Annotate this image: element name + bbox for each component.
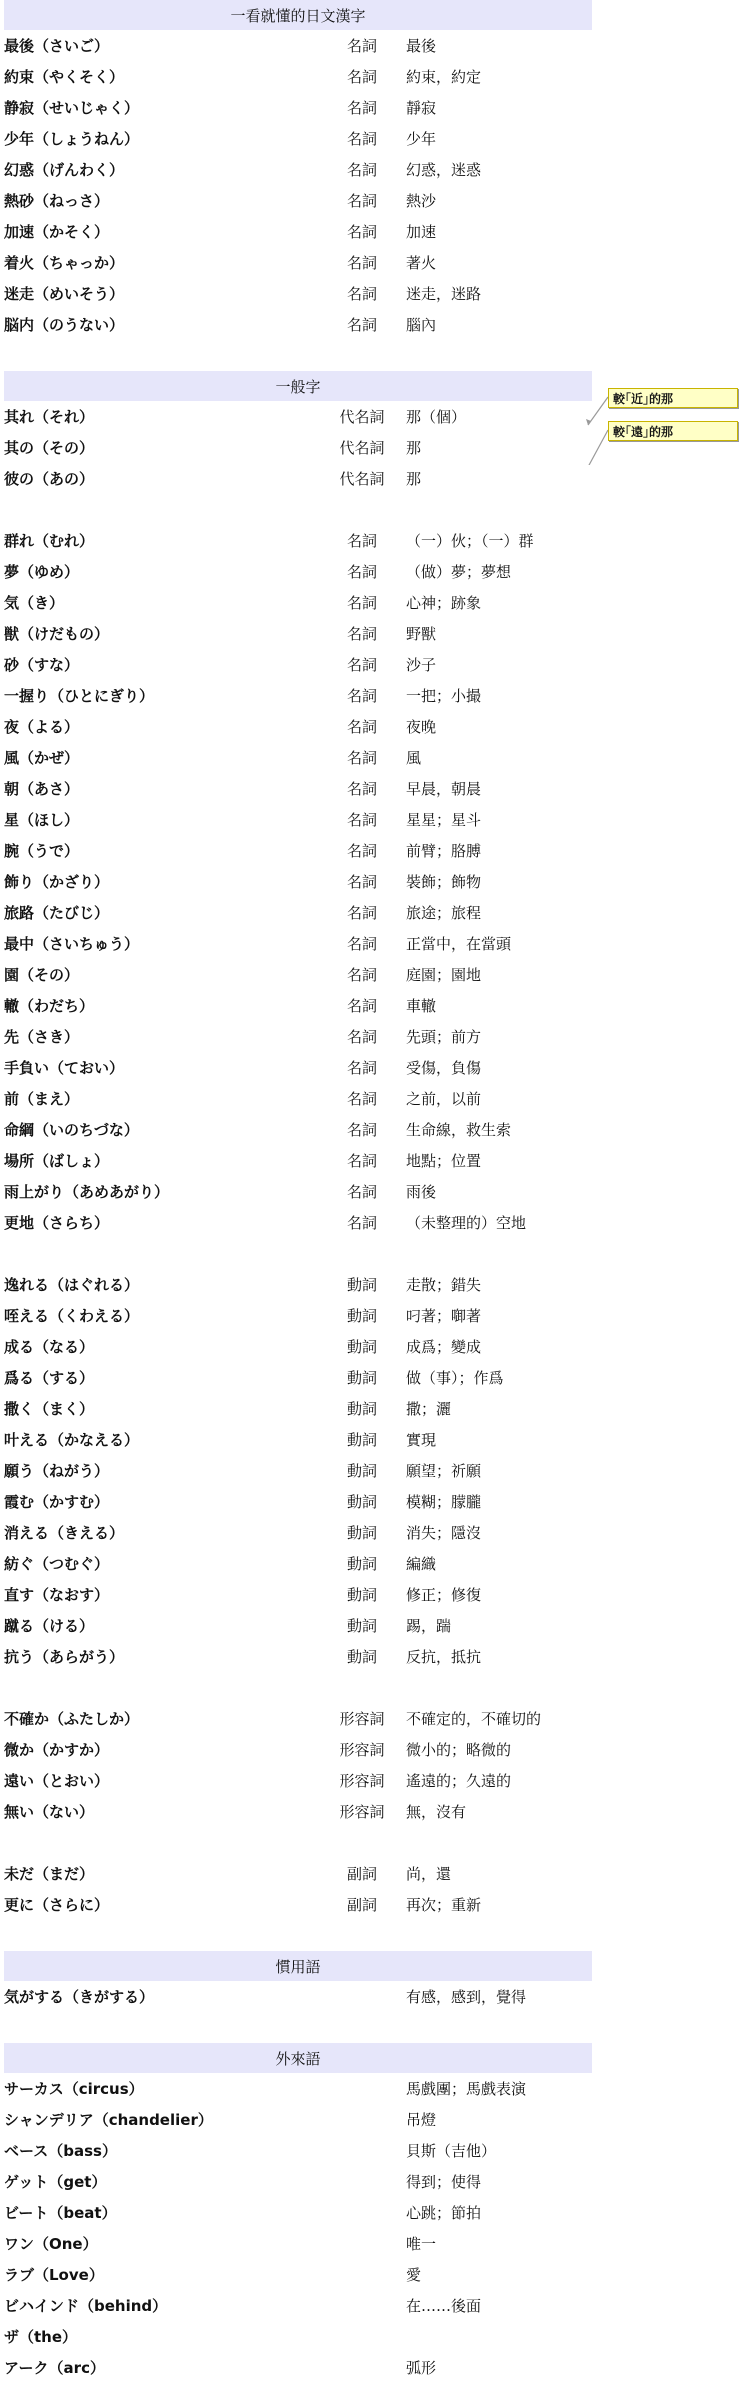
vocab-meaning: 夜晚	[406, 718, 437, 736]
group-spacer	[0, 1672, 740, 1703]
group-spacer	[0, 1238, 740, 1269]
vocab-word: 其れ（それ）	[4, 408, 95, 426]
vocab-word: 迷走（めいそう）	[4, 285, 125, 303]
vocab-word: 一握り（ひとにぎり）	[4, 687, 155, 705]
vocab-row	[0, 1889, 740, 1920]
vocab-row	[0, 1269, 740, 1300]
vocab-meaning: 踢，踹	[406, 1617, 452, 1635]
vocab-row	[0, 463, 740, 494]
vocab-meaning: 加速	[406, 223, 437, 241]
vocab-meaning: 唯一	[406, 2235, 437, 2253]
vocab-meaning: 消失；隱沒	[406, 1524, 482, 1542]
group-spacer	[0, 1827, 740, 1858]
section-header: 慣用語	[4, 1951, 592, 1981]
vocab-meaning: 再次；重新	[406, 1896, 482, 1914]
vocab-row	[0, 711, 740, 742]
vocab-word: 其の（その）	[4, 439, 95, 457]
vocab-part-of-speech: 名詞	[346, 130, 377, 148]
vocab-row	[0, 773, 740, 804]
vocab-word: 前（まえ）	[4, 1090, 80, 1108]
vocab-meaning: 風	[406, 749, 422, 767]
note-near: 較｢近｣的那	[608, 388, 738, 408]
vocab-row	[0, 990, 740, 1021]
vocab-row	[0, 1703, 740, 1734]
vocab-word: ザ（the）	[4, 2328, 78, 2346]
vocab-meaning: 最後	[406, 37, 437, 55]
vocab-word: 轍（わだち）	[4, 997, 95, 1015]
vocab-word: 更地（さらち）	[4, 1214, 110, 1232]
vocab-meaning: 在……後面	[406, 2297, 482, 2315]
vocab-word: 紡ぐ（つむぐ）	[4, 1555, 110, 1573]
vocab-part-of-speech: 名詞	[346, 1121, 377, 1139]
vocab-part-of-speech: 名詞	[346, 873, 377, 891]
vocab-part-of-speech: 名詞	[346, 966, 377, 984]
vocab-part-of-speech: 名詞	[346, 254, 377, 272]
vocab-meaning: 修正；修復	[406, 1586, 482, 1604]
vocab-meaning: 實現	[406, 1431, 437, 1449]
vocab-row	[0, 1486, 740, 1517]
vocab-part-of-speech: 代名詞	[339, 439, 385, 457]
vocab-word: 気（き）	[4, 594, 65, 612]
vocab-word: 気がする（きがする）	[4, 1988, 155, 2006]
vocab-word: 命綱（いのちづな）	[4, 1121, 139, 1139]
vocab-row	[0, 2104, 740, 2135]
vocab-word: サーカス（circus）	[4, 2080, 144, 2098]
vocab-part-of-speech: 名詞	[346, 99, 377, 117]
vocab-row	[0, 185, 740, 216]
vocab-row	[0, 618, 740, 649]
vocab-part-of-speech: 代名詞	[339, 408, 385, 426]
vocab-word: ラブ（Love）	[4, 2266, 104, 2284]
vocab-meaning: 那	[406, 439, 422, 457]
vocab-meaning: 地點；位置	[406, 1152, 482, 1170]
vocab-meaning: 前臂；胳膊	[406, 842, 482, 860]
vocab-meaning: 無，沒有	[406, 1803, 467, 1821]
vocab-meaning: 裝飾；飾物	[406, 873, 482, 891]
vocab-row	[0, 1021, 740, 1052]
section-header: 一般字	[4, 371, 592, 401]
vocab-word: 旅路（たびじ）	[4, 904, 110, 922]
section	[0, 340, 740, 1920]
vocab-row	[0, 123, 740, 154]
vocab-row	[0, 247, 740, 278]
vocab-row	[0, 309, 740, 340]
vocab-word: 無い（ない）	[4, 1803, 95, 1821]
vocab-meaning: 那（個）	[406, 408, 467, 426]
vocab-meaning: 模糊；朦朧	[406, 1493, 482, 1511]
vocab-row	[0, 278, 740, 309]
vocab-word: ベース（bass）	[4, 2142, 117, 2160]
vocab-part-of-speech: 動詞	[346, 1276, 377, 1294]
vocab-meaning: 尚，還	[406, 1865, 452, 1883]
vocab-row	[0, 1114, 740, 1145]
vocab-part-of-speech: 動詞	[346, 1586, 377, 1604]
vocab-part-of-speech: 名詞	[346, 935, 377, 953]
vocab-word: ビート（beat）	[4, 2204, 117, 2222]
vocab-row	[0, 1362, 740, 1393]
vocab-row	[0, 1734, 740, 1765]
vocab-word: ビハインド（behind）	[4, 2297, 168, 2315]
vocab-word: 朝（あさ）	[4, 780, 80, 798]
vocab-row	[0, 556, 740, 587]
vocab-word: 夜（よる）	[4, 718, 80, 736]
vocab-part-of-speech: 動詞	[346, 1555, 377, 1573]
vocab-part-of-speech: 名詞	[346, 904, 377, 922]
vocab-word: 夢（ゆめ）	[4, 563, 80, 581]
vocab-row	[0, 587, 740, 618]
vocab-word: 少年（しょうねん）	[4, 130, 140, 148]
vocab-part-of-speech: 名詞	[346, 656, 377, 674]
vocab-row	[0, 1796, 740, 1827]
vocab-part-of-speech: 名詞	[346, 161, 377, 179]
vocab-row	[0, 1548, 740, 1579]
vocab-row	[0, 1207, 740, 1238]
vocab-meaning: 星星；星斗	[406, 811, 482, 829]
vocab-part-of-speech: 名詞	[346, 811, 377, 829]
vocab-meaning: （未整理的）空地	[406, 1214, 527, 1232]
vocab-meaning: 編織	[406, 1555, 437, 1573]
vocab-row	[0, 2352, 740, 2383]
vocab-word: 熱砂（ねっさ）	[4, 192, 110, 210]
vocab-meaning: 雨後	[406, 1183, 437, 1201]
vocab-word: 加速（かそく）	[4, 223, 110, 241]
vocab-part-of-speech: 動詞	[346, 1462, 377, 1480]
vocab-meaning: 生命線，救生索	[406, 1121, 512, 1139]
vocab-word: 場所（ばしょ）	[4, 1152, 110, 1170]
vocab-word: 成る（なる）	[4, 1338, 95, 1356]
vocab-word: 抗う（あらがう）	[4, 1648, 125, 1666]
vocab-word: 霞む（かすむ）	[4, 1493, 110, 1511]
vocab-part-of-speech: 名詞	[346, 285, 377, 303]
section-header: 外來語	[4, 2043, 592, 2073]
vocab-row	[0, 2197, 740, 2228]
vocab-meaning: 弧形	[406, 2359, 437, 2377]
vocab-meaning: 早晨，朝晨	[406, 780, 482, 798]
vocab-word: 叶える（かなえる）	[4, 1431, 140, 1449]
vocab-meaning: 腦內	[406, 316, 437, 334]
vocab-word: 飾り（かざり）	[4, 873, 110, 891]
vocab-meaning: 心神；跡象	[406, 594, 482, 612]
group-spacer	[0, 494, 740, 525]
vocab-meaning: 願望；祈願	[406, 1462, 482, 1480]
vocab-word: ワン（One）	[4, 2235, 98, 2253]
vocab-word: 彼の（あの）	[4, 470, 95, 488]
vocab-word: アーク（arc）	[4, 2359, 105, 2377]
vocab-row	[0, 835, 740, 866]
vocab-meaning: 幻惑，迷惑	[406, 161, 482, 179]
vocab-word: 静寂（せいじゃく）	[4, 99, 140, 117]
vocab-row	[0, 1052, 740, 1083]
vocab-word: ゲット（get）	[4, 2173, 107, 2191]
vocab-word: 最後（さいご）	[4, 37, 110, 55]
vocab-meaning: 那	[406, 470, 422, 488]
vocab-row	[0, 1145, 740, 1176]
vocab-row	[0, 1517, 740, 1548]
vocab-word: 約束（やくそく）	[4, 68, 125, 86]
vocab-row	[0, 1300, 740, 1331]
vocab-part-of-speech: 名詞	[346, 192, 377, 210]
vocab-word: 蹴る（ける）	[4, 1617, 95, 1635]
vocab-part-of-speech: 動詞	[346, 1369, 377, 1387]
vocab-part-of-speech: 動詞	[346, 1400, 377, 1418]
vocab-meaning: 旅途；旅程	[406, 904, 482, 922]
section	[0, 1920, 740, 2012]
vocab-word: 着火（ちゃっか）	[4, 254, 125, 272]
vocab-word: 撒く（まく）	[4, 1400, 95, 1418]
vocab-row	[0, 2290, 740, 2321]
vocab-row	[0, 649, 740, 680]
vocab-part-of-speech: 形容詞	[339, 1741, 385, 1759]
section-spacer	[0, 1920, 740, 1951]
vocab-meaning: 做（事）；作爲	[406, 1369, 504, 1387]
vocab-part-of-speech: 動詞	[346, 1338, 377, 1356]
vocab-row	[0, 2228, 740, 2259]
vocab-row	[0, 1455, 740, 1486]
vocab-row	[0, 1610, 740, 1641]
vocab-part-of-speech: 動詞	[346, 1648, 377, 1666]
vocab-word: 砂（すな）	[4, 656, 80, 674]
vocab-word: 最中（さいちゅう）	[4, 935, 140, 953]
vocab-part-of-speech: 名詞	[346, 997, 377, 1015]
vocab-meaning: 約束，約定	[406, 68, 482, 86]
vocab-meaning: 熱沙	[406, 192, 437, 210]
vocab-row	[0, 1641, 740, 1672]
vocab-row	[0, 61, 740, 92]
vocab-row	[0, 92, 740, 123]
vocab-row	[0, 2321, 740, 2352]
vocab-row	[0, 866, 740, 897]
vocab-word: 風（かぜ）	[4, 749, 80, 767]
vocab-meaning: 馬戲團；馬戲表演	[406, 2080, 527, 2098]
vocab-word: 園（その）	[4, 966, 80, 984]
vocab-word: 不確か（ふたしか）	[4, 1710, 140, 1728]
vocab-part-of-speech: 代名詞	[339, 470, 385, 488]
comment-notes	[580, 385, 740, 465]
vocab-word: シャンデリア（chandelier）	[4, 2111, 213, 2129]
section-header: 一看就懂的日文漢字	[4, 0, 592, 30]
vocab-part-of-speech: 動詞	[346, 1431, 377, 1449]
vocab-part-of-speech: 名詞	[346, 842, 377, 860]
vocab-meaning: 微小的；略微的	[406, 1741, 512, 1759]
vocab-part-of-speech: 名詞	[346, 532, 377, 550]
vocab-meaning: 吊燈	[406, 2111, 437, 2129]
vocab-word: 遠い（とおい）	[4, 1772, 110, 1790]
vocab-word: 先（さき）	[4, 1028, 80, 1046]
vocab-part-of-speech: 名詞	[346, 37, 377, 55]
vocab-part-of-speech: 名詞	[346, 718, 377, 736]
vocab-row	[0, 525, 740, 556]
vocab-meaning: 先頭；前方	[406, 1028, 482, 1046]
vocab-word: 消える（きえる）	[4, 1524, 125, 1542]
vocab-word: 爲る（する）	[4, 1369, 95, 1387]
vocab-row	[0, 2166, 740, 2197]
vocab-row	[0, 154, 740, 185]
vocab-part-of-speech: 名詞	[346, 1090, 377, 1108]
vocab-row	[0, 2073, 740, 2104]
vocab-meaning: （做）夢；夢想	[406, 563, 512, 581]
vocab-row	[0, 1176, 740, 1207]
vocab-part-of-speech: 形容詞	[339, 1772, 385, 1790]
vocab-row	[0, 680, 740, 711]
vocab-meaning: 貝斯（吉他）	[406, 2142, 497, 2160]
vocab-row	[0, 804, 740, 835]
vocab-word: 咥える（くわえる）	[4, 1307, 140, 1325]
vocab-word: 未だ（まだ）	[4, 1865, 95, 1883]
vocab-row	[0, 216, 740, 247]
section-spacer	[0, 340, 740, 371]
section	[0, 0, 740, 340]
vocab-row	[0, 2135, 740, 2166]
vocab-row	[0, 1424, 740, 1455]
vocab-meaning: 反抗，抵抗	[406, 1648, 482, 1666]
vocab-word: 獣（けだもの）	[4, 625, 110, 643]
vocab-part-of-speech: 副詞	[346, 1865, 377, 1883]
vocab-meaning: 迷走，迷路	[406, 285, 482, 303]
vocab-meaning: 庭園；園地	[406, 966, 482, 984]
vocab-row	[0, 30, 740, 61]
vocab-meaning: 靜寂	[406, 99, 437, 117]
vocab-meaning: 遙遠的；久遠的	[406, 1772, 512, 1790]
vocab-row	[0, 2259, 740, 2290]
vocab-word: 更に（さらに）	[4, 1896, 110, 1914]
vocab-part-of-speech: 名詞	[346, 1214, 377, 1232]
vocab-part-of-speech: 名詞	[346, 1183, 377, 1201]
vocab-word: 星（ほし）	[4, 811, 80, 829]
vocab-meaning: 走散；錯失	[406, 1276, 482, 1294]
vocab-part-of-speech: 動詞	[346, 1617, 377, 1635]
vocab-meaning: 之前，以前	[406, 1090, 482, 1108]
vocab-part-of-speech: 形容詞	[339, 1710, 385, 1728]
vocab-row	[0, 1083, 740, 1114]
vocab-part-of-speech: 名詞	[346, 594, 377, 612]
vocab-word: 幻惑（げんわく）	[4, 161, 125, 179]
vocab-word: 腕（うで）	[4, 842, 80, 860]
vocab-meaning: 不確定的，不確切的	[406, 1710, 542, 1728]
vocab-part-of-speech: 名詞	[346, 1152, 377, 1170]
vocab-meaning: 叼著；啣著	[406, 1307, 482, 1325]
vocab-part-of-speech: 名詞	[346, 316, 377, 334]
section	[0, 2012, 740, 2383]
vocab-part-of-speech: 名詞	[346, 625, 377, 643]
vocab-row	[0, 742, 740, 773]
vocab-part-of-speech: 名詞	[346, 68, 377, 86]
vocab-part-of-speech: 名詞	[346, 780, 377, 798]
vocab-meaning: 受傷，負傷	[406, 1059, 482, 1077]
vocab-word: 直す（なおす）	[4, 1586, 110, 1604]
vocab-part-of-speech: 名詞	[346, 1059, 377, 1077]
vocab-row	[0, 1765, 740, 1796]
vocab-word: 雨上がり（あめあがり）	[4, 1183, 170, 1201]
vocab-meaning: 車轍	[406, 997, 437, 1015]
vocab-row	[0, 928, 740, 959]
vocab-word: 微か（かすか）	[4, 1741, 110, 1759]
vocab-part-of-speech: 形容詞	[339, 1803, 385, 1821]
vocab-meaning: 一把；小撮	[406, 687, 482, 705]
note-far: 較｢遠｣的那	[608, 421, 738, 441]
vocab-meaning: 野獸	[406, 625, 437, 643]
vocab-part-of-speech: 副詞	[346, 1896, 377, 1914]
vocab-meaning: 心跳；節拍	[406, 2204, 482, 2222]
vocab-row	[0, 1393, 740, 1424]
vocab-row	[0, 1858, 740, 1889]
vocab-meaning: 成爲；變成	[406, 1338, 482, 1356]
vocab-part-of-speech: 名詞	[346, 223, 377, 241]
vocab-row	[0, 1981, 740, 2012]
vocab-meaning: 正當中，在當頭	[406, 935, 512, 953]
vocab-row	[0, 897, 740, 928]
vocab-part-of-speech: 動詞	[346, 1307, 377, 1325]
section-spacer	[0, 2012, 740, 2043]
vocab-meaning: 有感，感到，覺得	[406, 1988, 527, 2006]
vocab-part-of-speech: 動詞	[346, 1524, 377, 1542]
vocab-word: 群れ（むれ）	[4, 532, 95, 550]
vocab-part-of-speech: 動詞	[346, 1493, 377, 1511]
vocab-word: 願う（ねがう）	[4, 1462, 110, 1480]
vocab-part-of-speech: 名詞	[346, 1028, 377, 1046]
vocab-row	[0, 1579, 740, 1610]
vocab-meaning: 著火	[406, 254, 437, 272]
vocab-row	[0, 959, 740, 990]
vocab-word: 脳内（のうない）	[4, 316, 125, 334]
vocab-part-of-speech: 名詞	[346, 687, 377, 705]
vocab-part-of-speech: 名詞	[346, 749, 377, 767]
vocab-meaning: 撒；灑	[406, 1400, 452, 1418]
vocab-meaning: 少年	[406, 130, 437, 148]
vocab-meaning: 得到；使得	[406, 2173, 482, 2191]
vocab-word: 逸れる（はぐれる）	[4, 1276, 140, 1294]
vocab-row	[0, 1331, 740, 1362]
vocab-part-of-speech: 名詞	[346, 563, 377, 581]
vocab-meaning: （一）伙；（一）群	[406, 532, 534, 550]
vocab-word: 手負い（ておい）	[4, 1059, 125, 1077]
vocab-meaning: 愛	[406, 2266, 422, 2284]
vocab-meaning: 沙子	[406, 656, 437, 674]
